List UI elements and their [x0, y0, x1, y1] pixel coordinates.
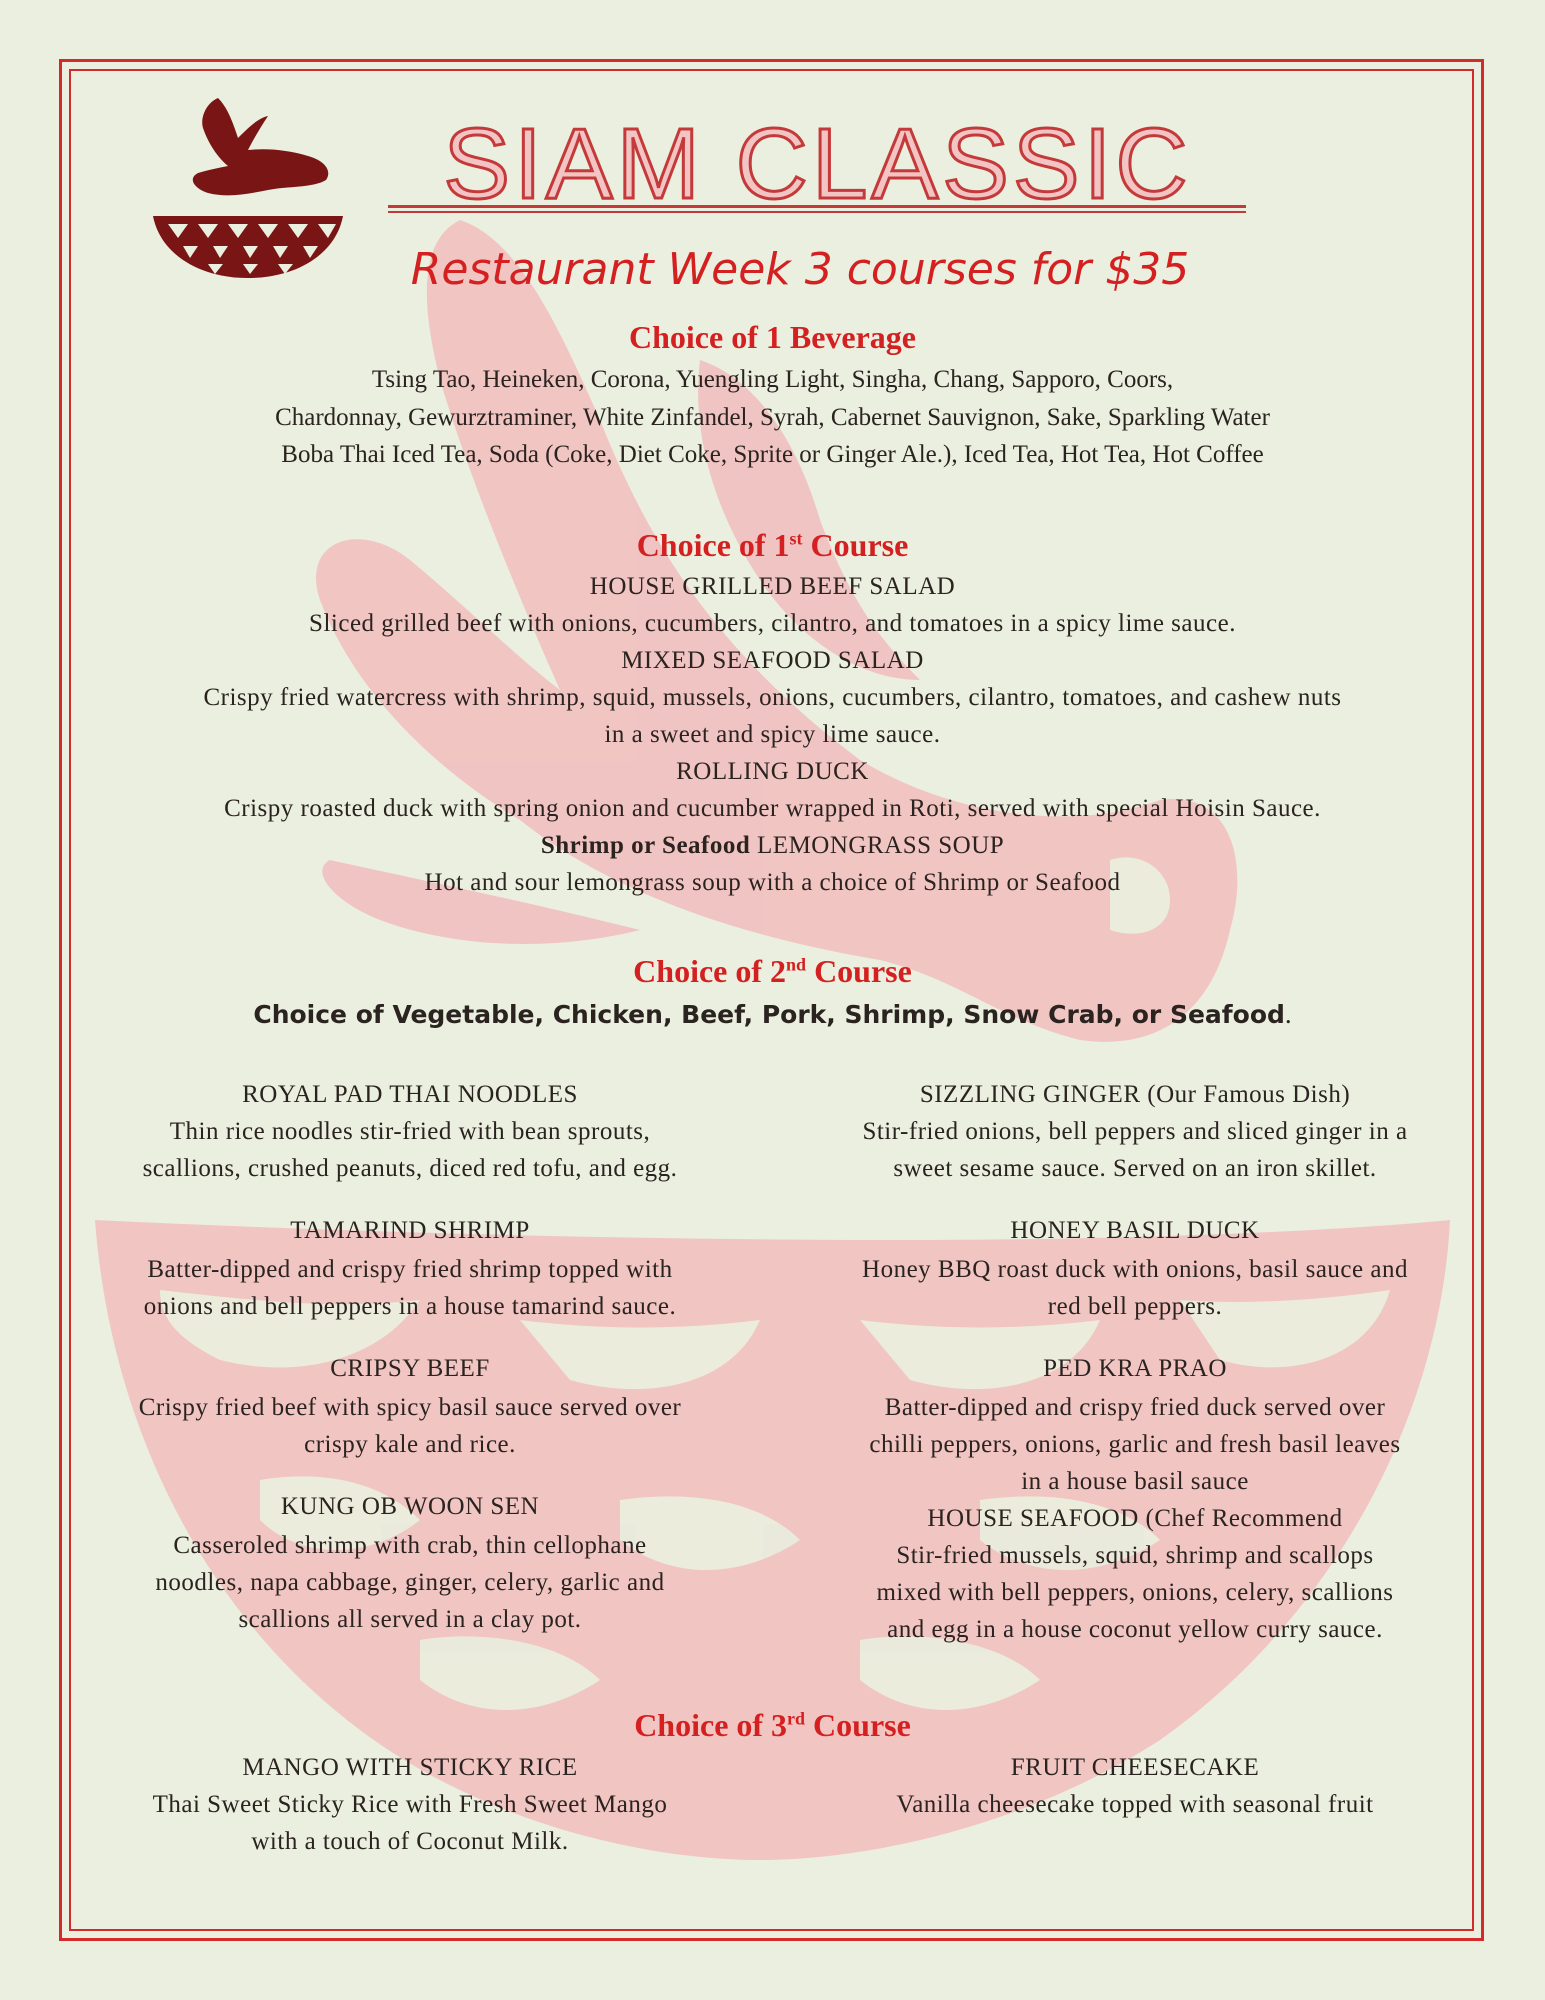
menu-item-name: HOUSE GRILLED BEEF SALAD [589, 573, 956, 600]
course1-heading-sup: st [789, 528, 803, 549]
course2-heading-suffix: Course [806, 953, 912, 989]
menu-item-name: HONEY BASIL DUCK [1010, 1217, 1260, 1244]
beverage-heading: Choice of 1 Beverage [628, 319, 916, 355]
menu-item-desc: Crispy fried beef with spicy basil sauce served over [138, 1394, 682, 1421]
menu-item-desc: in a house basil sauce [1021, 1468, 1249, 1495]
beverage-line: Tsing Tao, Heineken, Corona, Yuengling Light, Singha, Chang, Sapporo, Coors, [371, 366, 1174, 393]
course2-heading [0, 952, 1545, 990]
protein-options-end: . [1284, 999, 1292, 1029]
menu-item-desc: chilli peppers, onions, garlic and fresh basil leaves [869, 1431, 1401, 1458]
menu-item-name: TAMARIND SHRIMP [290, 1217, 530, 1244]
menu-item-name: FRUIT CHEESECAKE [1010, 1754, 1260, 1781]
menu-item-desc: Stir-fried mussels, squid, shrimp and scallops [896, 1542, 1374, 1569]
menu-item-desc: and egg in a house coconut yellow curry sauce. [887, 1616, 1383, 1643]
menu-item-desc: Batter-dipped and crispy fried shrimp topped with [147, 1256, 673, 1283]
menu-item-desc: noodles, napa cabbage, ginger, celery, garlic and [155, 1569, 665, 1596]
menu-item-name: SIZZLING GINGER (Our Famous Dish) [919, 1081, 1351, 1108]
course1-heading-text: Choice of 1 [636, 527, 790, 563]
restaurant-title: SIAM CLASSIC [443, 108, 1192, 220]
course3-heading [0, 1706, 1545, 1744]
menu-item-desc: onions and bell peppers in a house tamarind sauce. [143, 1293, 677, 1320]
menu-item-name: MANGO WITH STICKY RICE [242, 1754, 578, 1781]
menu-item-name [0, 827, 1545, 864]
menu-item-desc: Vanilla cheesecake topped with seasonal fruit [896, 1791, 1374, 1818]
menu-item-name: KUNG OB WOON SEN [280, 1493, 540, 1520]
menu-item-name-bold: Shrimp or Seafood [540, 832, 751, 859]
restaurant-week-subtitle: Restaurant Week 3 courses for $35 [410, 244, 1190, 295]
menu-item-desc: Crispy roasted duck with spring onion and cucumber wrapped in Roti, served with special Hoisin Sauce. [224, 795, 1321, 822]
menu-item-desc: scallions, crushed peanuts, diced red tofu, and egg. [142, 1155, 678, 1182]
menu-item-name: ROLLING DUCK [676, 758, 869, 785]
menu-item-desc: Crispy fried watercress with shrimp, squid, mussels, onions, cucumbers, cilantro, tomatoes, and cashew nuts [203, 684, 1342, 711]
menu-item-desc: Honey BBQ roast duck with onions, basil sauce and [862, 1256, 1408, 1283]
course3-left-item [80, 1749, 740, 1860]
course2-right-column [800, 1076, 1470, 1648]
menu-item-desc: Casseroled shrimp with crab, thin cellophane [173, 1532, 647, 1559]
menu-item-spacer [80, 1325, 740, 1389]
beverage-line: Boba Thai Iced Tea, Soda (Coke, Diet Coke, Sprite or Ginger Ale.), Iced Tea, Hot Tea, Hot Coffee [281, 441, 1264, 468]
menu-item-desc: sweet sesame sauce. Served on an iron skillet. [893, 1155, 1377, 1182]
menu-item-desc: in a sweet and spicy lime sauce. [604, 721, 941, 748]
course1-list [0, 568, 1545, 901]
menu-item-desc: Batter-dipped and crispy fried duck served over [884, 1394, 1386, 1421]
menu-item-desc: Thin rice noodles stir-fried with bean sprouts, [169, 1118, 651, 1145]
menu-item-desc: Thai Sweet Sticky Rice with Fresh Sweet Mango [152, 1791, 668, 1818]
menu-item-desc: Stir-fried onions, bell peppers and sliced ginger in a [862, 1118, 1408, 1145]
menu-item-desc: red bell peppers. [1047, 1293, 1223, 1320]
title-underline [388, 205, 1246, 208]
beverage-line: Chardonnay, Gewurztraminer, White Zinfandel, Syrah, Cabernet Sauvignon, Sake, Sparkling Water [275, 403, 1270, 431]
menu-item-name: HOUSE SEAFOOD (Chef Recommend [927, 1505, 1343, 1532]
menu-item-name: CRIPSY BEEF [330, 1355, 490, 1382]
menu-item-desc: with a touch of Coconut Milk. [251, 1828, 569, 1855]
course2-protein-choice [0, 996, 1545, 1033]
menu-item-desc: Hot and sour lemongrass soup with a choice of Shrimp or Seafood [424, 869, 1121, 896]
menu-item-desc: mixed with bell peppers, onions, celery, scallions [876, 1579, 1394, 1606]
course2-heading-sup: nd [786, 954, 807, 975]
menu-item-desc: Sliced grilled beef with onions, cucumbers, cilantro, and tomatoes in a spicy lime sauce. [309, 610, 1236, 637]
course3-heading-text: Choice of 3 [634, 1707, 788, 1743]
menu-item-name: PED KRA PRAO [1043, 1355, 1227, 1382]
title-underline-thin [388, 211, 1246, 213]
protein-options: Choice of Vegetable, Chicken, Beef, Pork, Shrimp, Snow Crab, or Seafood [253, 1000, 1285, 1029]
menu-item-spacer [80, 1463, 740, 1527]
beverage-list [0, 361, 1545, 474]
course3-right-item [800, 1749, 1470, 1823]
menu-item-spacer [80, 1187, 740, 1251]
menu-item-desc: crispy kale and rice. [304, 1431, 516, 1458]
menu-item-name-rest: LEMONGRASS SOUP [750, 832, 1005, 859]
menu-item-spacer [800, 1187, 1470, 1251]
course1-heading-suffix: Course [802, 527, 909, 563]
course3-heading-sup: rd [787, 1708, 806, 1729]
menu-item-desc: scallions all served in a clay pot. [238, 1606, 582, 1633]
course1-heading [0, 526, 1545, 564]
course2-heading-text: Choice of 2 [633, 953, 787, 989]
menu-item-name: ROYAL PAD THAI NOODLES [242, 1081, 578, 1108]
menu-item-name: MIXED SEAFOOD SALAD [621, 647, 924, 674]
menu-item-spacer [800, 1325, 1470, 1389]
course3-heading-suffix: Course [805, 1707, 911, 1743]
course2-left-column [80, 1076, 740, 1638]
